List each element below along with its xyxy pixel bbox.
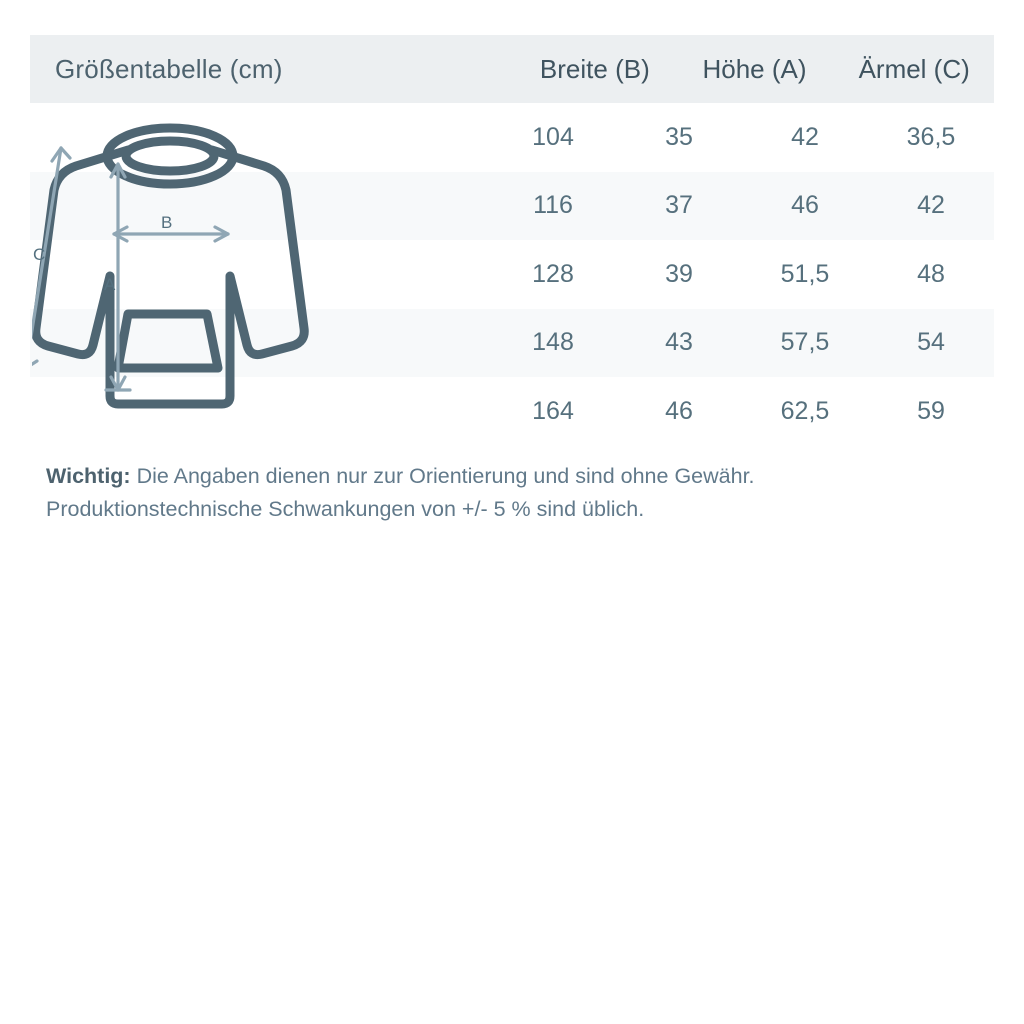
label-b: B [161,213,173,232]
cell-size: 128 [532,259,574,288]
column-header-sleeve: Ärmel (C) [858,53,970,84]
footnote-line1: Die Angaben dienen nur zur Orientierung und sind ohne Gewähr. [130,464,755,488]
cell-sleeve: 54 [917,328,945,357]
label-c: C [33,245,46,264]
cell-width: 43 [665,328,693,357]
label-a: A [104,275,116,294]
cell-size: 116 [533,191,573,220]
page-title: Größentabelle (cm) [55,53,283,84]
cell-sleeve: 59 [917,396,945,425]
cell-size: 148 [532,328,574,357]
cell-size: 104 [532,122,574,151]
cell-width: 35 [665,122,693,151]
cell-height: 46 [791,191,819,220]
table-header-row [30,35,994,103]
footnote [46,460,986,527]
column-header-width: Breite (B) [539,53,650,84]
footnote-line2: Produktionstechnische Schwankungen von +/- 5 % sind üblich. [46,497,645,522]
hoodie-diagram [32,118,452,438]
cell-width: 46 [665,396,693,425]
cell-height: 62,5 [780,396,830,425]
cell-size: 164 [532,396,574,425]
cell-height: 51,5 [780,259,830,288]
cell-sleeve: 48 [917,259,945,288]
footnote-label: Wichtig: [46,464,131,488]
cell-width: 37 [665,191,693,220]
cell-height: 42 [791,122,819,151]
cell-height: 57,5 [780,328,830,357]
cell-sleeve: 36,5 [906,122,956,151]
cell-sleeve: 42 [917,191,945,220]
cell-width: 39 [665,259,693,288]
column-header-height: Höhe (A) [702,53,807,84]
